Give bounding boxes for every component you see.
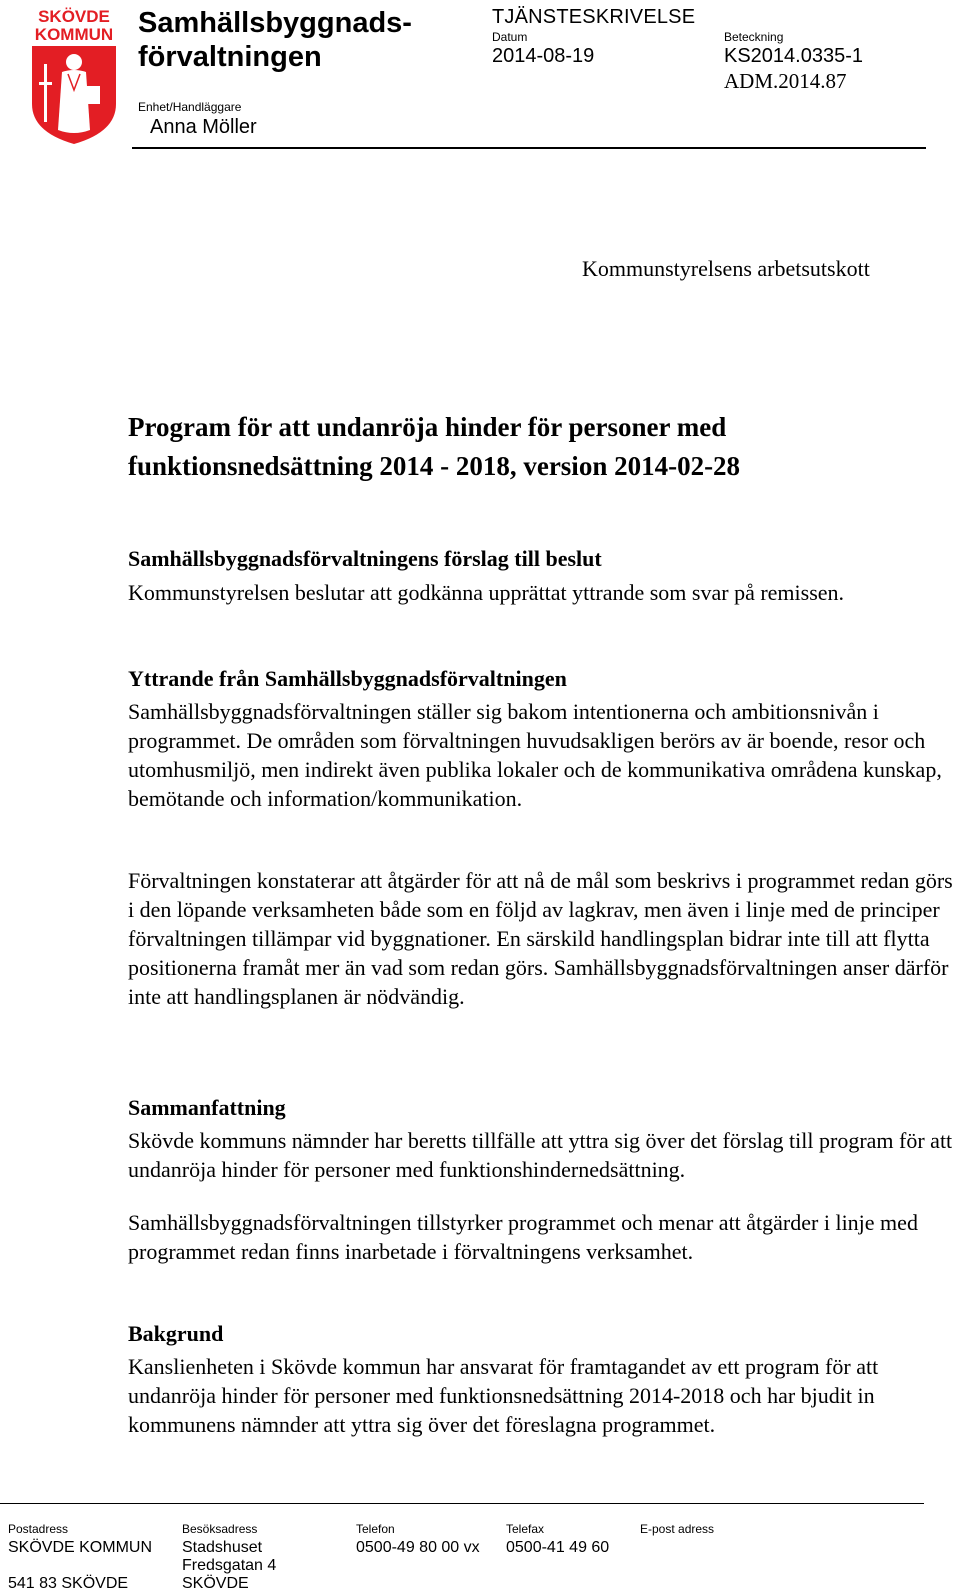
logo-text-skovde: SKÖVDE: [38, 7, 110, 26]
section-paragraph: Kanslienheten i Skövde kommun har ansvarat för framtagandet av ett program för att undanröja hinder för personer med funktionsnedsättning 2014-2018 och har bjudit in kommunens nämnder att yttra sig över det föreslagna programmet.: [128, 1354, 879, 1437]
document-type: TJÄNSTESKRIVELSE: [492, 6, 696, 28]
footer-phone-value: 0500-49 80 00 vx: [356, 1539, 480, 1556]
section-paragraph: Skövde kommuns nämnder har beretts tillfälle att yttra sig över det förslag till program för att undanröja hinder för personer med funktionshindernedsättning.: [128, 1128, 953, 1182]
footer-divider: [0, 1503, 924, 1504]
footer-postal-line: 541 83 SKÖVDE: [8, 1575, 129, 1592]
footer-email-label: E-post adress: [640, 1522, 715, 1536]
section-heading-background: Bakgrund: [128, 1321, 224, 1346]
footer-postal-label: Postadress: [8, 1522, 69, 1536]
reference-number-primary: KS2014.0335-1: [724, 45, 864, 67]
section-heading-statement: Yttrande från Samhällsbyggnadsförvaltningen: [128, 666, 567, 691]
handler-name: Anna Möller: [150, 116, 257, 138]
footer-visit-line: Stadshuset: [182, 1539, 263, 1556]
footer-fax-value: 0500-41 49 60: [506, 1539, 610, 1556]
footer-visit-line: Fredsgatan 4: [182, 1557, 277, 1574]
unit-handler-label: Enhet/Handläggare: [138, 100, 242, 114]
section-heading-proposal: Samhällsbyggnadsförvaltningens förslag till beslut: [128, 546, 602, 571]
footer-postal-line: SKÖVDE KOMMUN: [8, 1539, 153, 1556]
section-paragraph: Kommunstyrelsen beslutar att godkänna upprättat yttrande som svar på remissen.: [128, 580, 845, 605]
date-label: Datum: [492, 30, 528, 44]
title-line-1: Program för att undanröja hinder för personer med: [128, 412, 727, 442]
date-value: 2014-08-19: [492, 45, 595, 67]
title-line-2: funktionsnedsättning 2014 - 2018, version 2014-02-28: [128, 451, 741, 481]
section-heading-summary: Sammanfattning: [128, 1095, 286, 1120]
footer-fax-label: Telefax: [506, 1522, 545, 1536]
section-paragraph: Förvaltningen konstaterar att åtgärder för att nå de mål som beskrivs i programmet redan görs i den löpande verksamheten både som en följd av lagkrav, men även i linje med de principer förvaltningen tillämpar vid byggnationer. En särskild handlingsplan bidrar inte till att flytta positionerna framåt mer än vad som redan görs. Samhällsbyggnadsförvaltningen anser därför inte att handlingsplanen är nödvändig.: [128, 868, 953, 1009]
recipient: Kommunstyrelsens arbetsutskott: [582, 256, 870, 281]
skovde-kommun-logo: [28, 4, 120, 146]
section-paragraph: Samhällsbyggnadsförvaltningen ställer sig bakom intentionerna och ambitionsnivån i programmet. De områden som förvaltningen huvudsakligen berörs av är boende, resor och utomhusmiljö, men indirekt även publika lokaler och de kommunikativa områdena kunskap, bemötande och information/kommunikation.: [128, 699, 942, 811]
document-title: [128, 408, 740, 486]
footer-visit-line: SKÖVDE: [182, 1575, 249, 1592]
section-paragraph: Samhällsbyggnadsförvaltningen tillstyrker programmet och menar att åtgärder i linje med programmet redan finns inarbetade i förvaltningens verksamhet.: [128, 1210, 918, 1264]
footer-phone-label: Telefon: [356, 1522, 395, 1536]
reference-number-secondary: ADM.2014.87: [724, 69, 847, 93]
reference-label: Beteckning: [724, 30, 784, 44]
logo-text-kommun: KOMMUN: [34, 25, 114, 44]
organization-name: Samhällsbyggnads-förvaltningen: [138, 7, 412, 73]
header-divider: [132, 147, 926, 149]
footer-visit-label: Besöksadress: [182, 1522, 258, 1536]
